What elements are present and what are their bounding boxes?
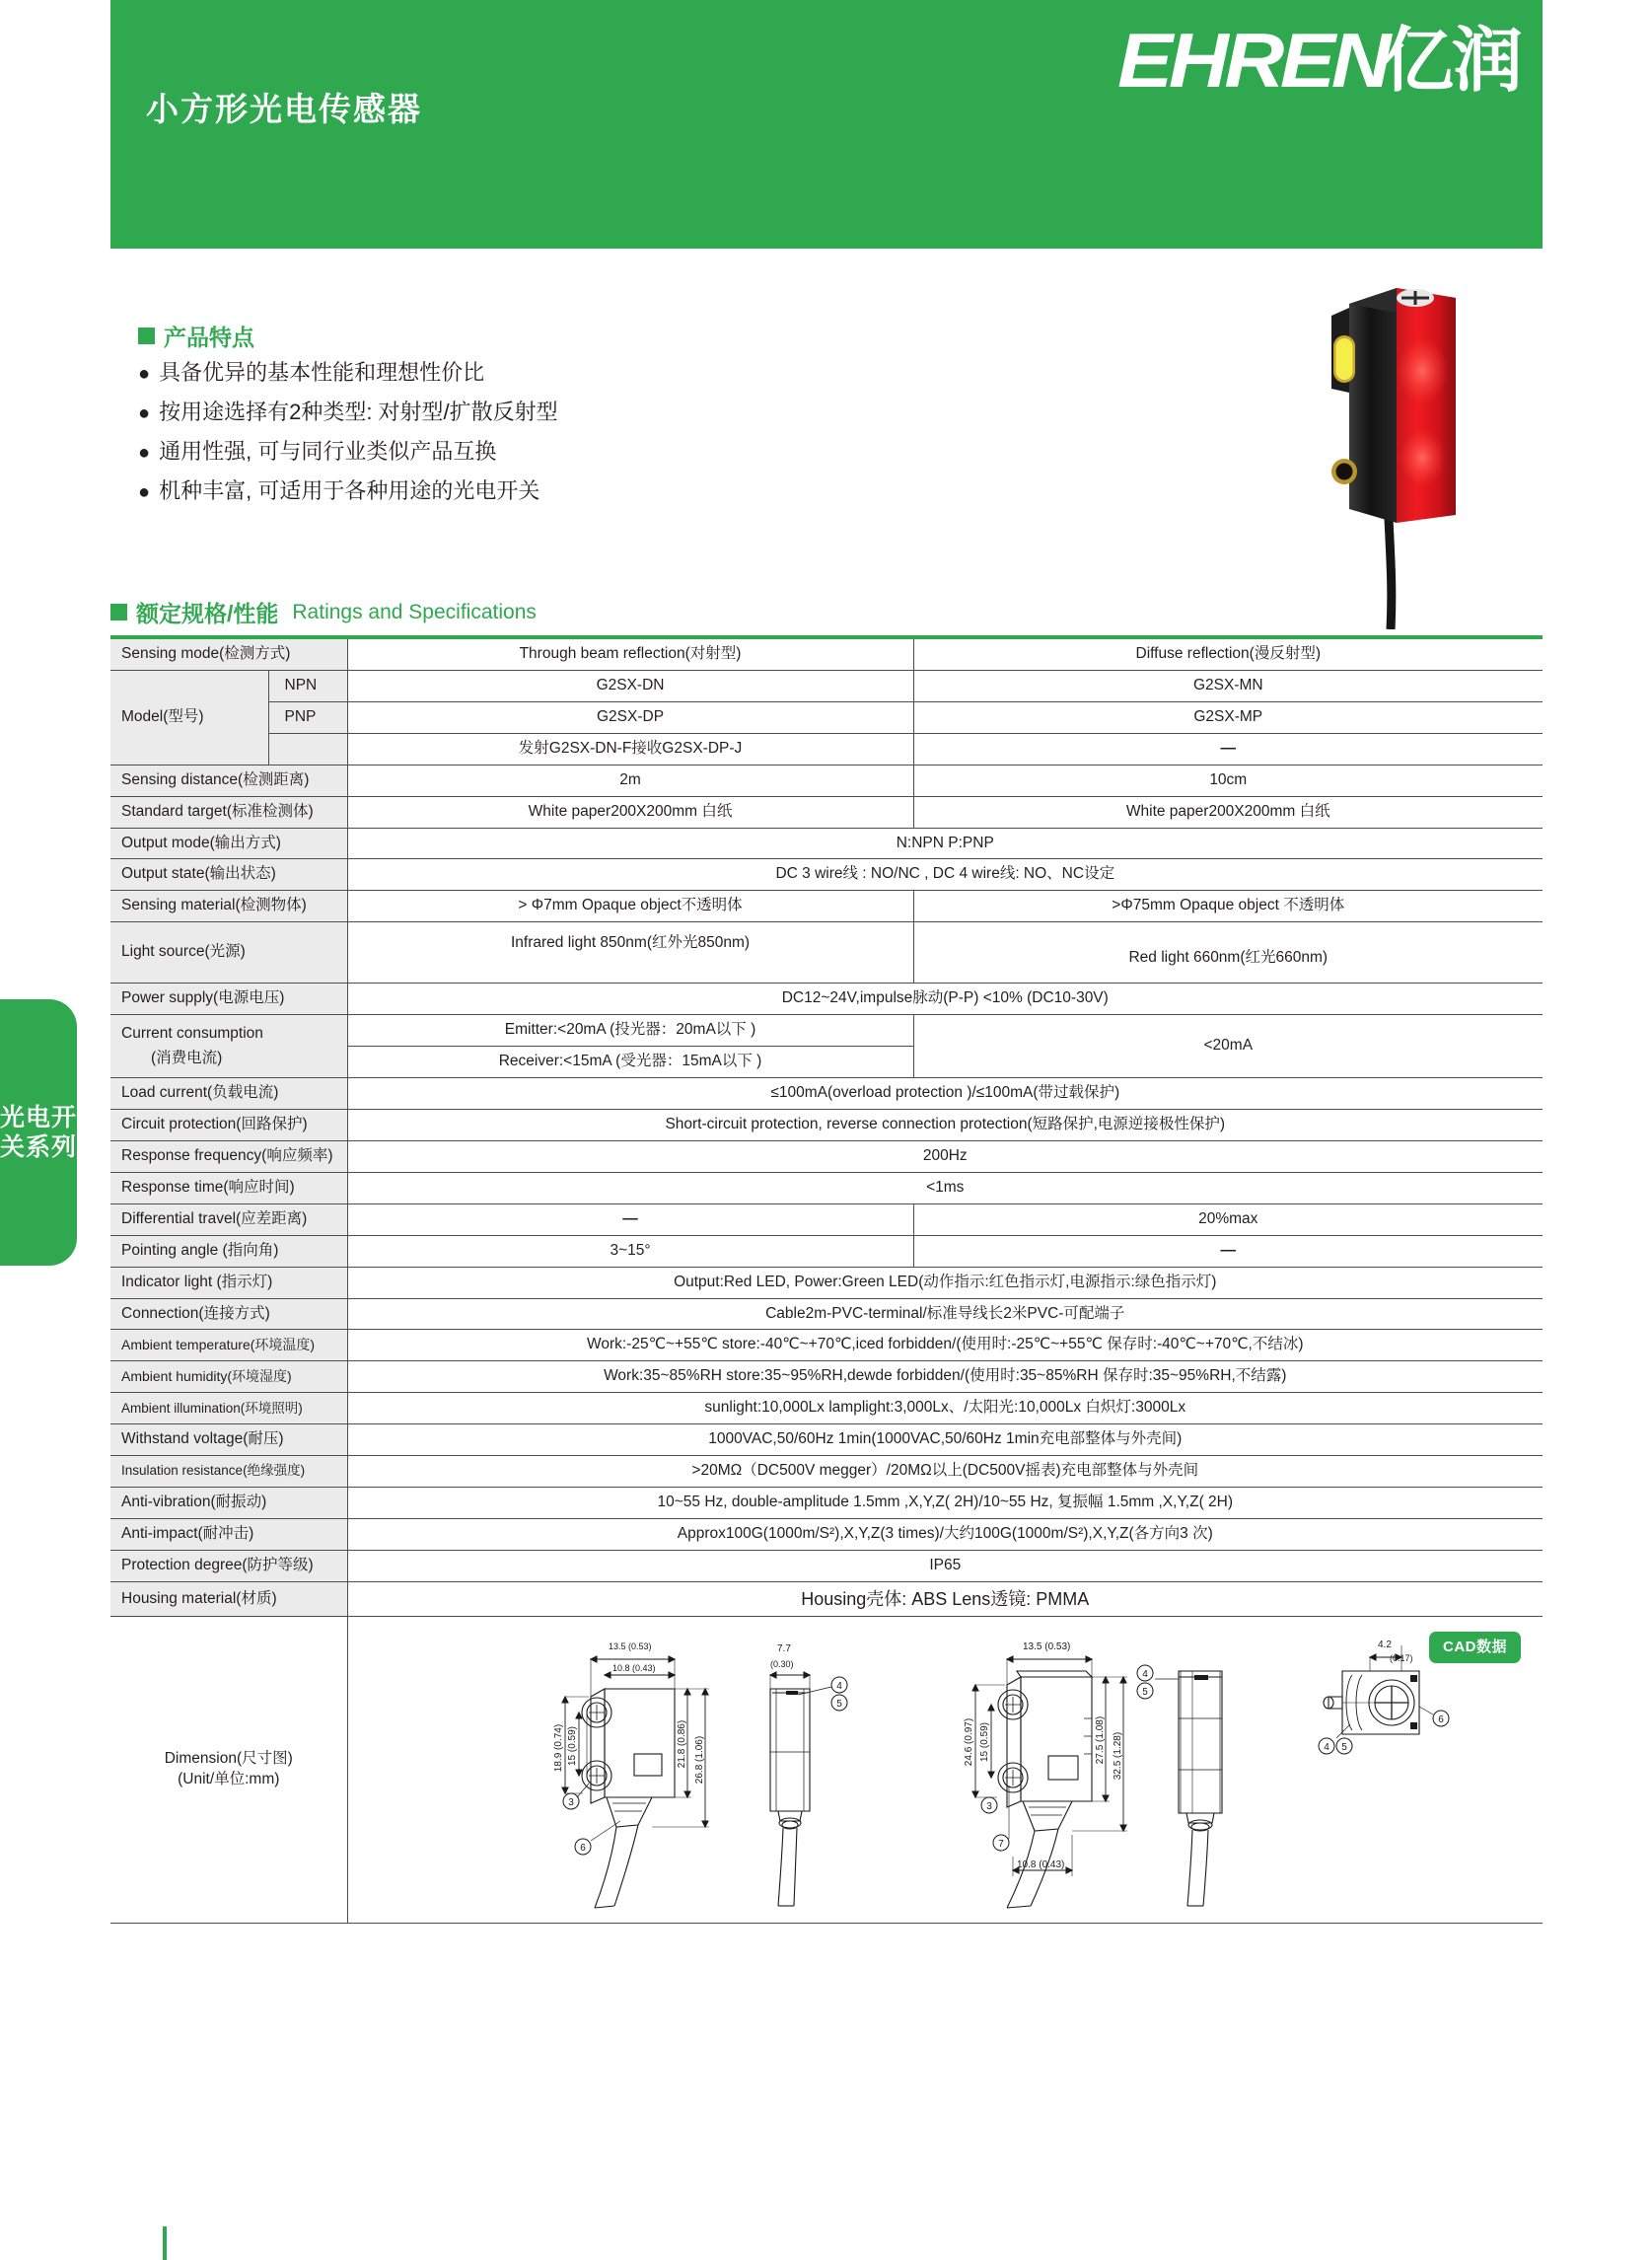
features-heading bbox=[138, 320, 254, 352]
table-row bbox=[110, 859, 1543, 891]
subrow-npn: NPN bbox=[268, 670, 347, 701]
sensing-distance-through: 2m bbox=[347, 765, 913, 796]
ambient-temperature-value: Work:-25℃~+55℃ store:-40℃~+70℃,iced forbidden/(使用时:-25℃~+55℃ 保存时:-40℃~+70℃,不结冰) bbox=[347, 1330, 1543, 1361]
table-row bbox=[110, 891, 1543, 922]
svg-text:4: 4 bbox=[835, 1681, 842, 1693]
table-row bbox=[110, 1424, 1543, 1456]
svg-text:4: 4 bbox=[1141, 1669, 1148, 1681]
ambient-illumination-value: sunlight:10,000Lx lamplight:3,000Lx、/太阳光:10,000Lx 白炽灯:3000Lx bbox=[347, 1393, 1543, 1424]
svg-text:32.5 (1.28): 32.5 (1.28) bbox=[1112, 1731, 1123, 1781]
table-row bbox=[110, 1172, 1543, 1203]
svg-text:27.5 (1.08): 27.5 (1.08) bbox=[1094, 1715, 1106, 1765]
page-header bbox=[110, 0, 1543, 249]
bullet-icon: ● bbox=[138, 402, 151, 424]
specs-heading bbox=[110, 596, 537, 628]
current-label-line2: (消费电流) bbox=[151, 1049, 223, 1066]
dimension-drawing-area bbox=[354, 1622, 1538, 1918]
protection-degree-value: IP65 bbox=[347, 1550, 1543, 1581]
feature-text: 机种丰富, 可适用于各种用途的光电开关 bbox=[159, 478, 540, 503]
anti-vibration-value: 10~55 Hz, double-amplitude 1.5mm ,X,Y,Z( 2H)/10~55 Hz, 复振幅 1.5mm ,X,Y,Z( 2H) bbox=[347, 1488, 1543, 1519]
model-pnp-through: G2SX-DP bbox=[347, 701, 913, 733]
list-item bbox=[138, 401, 888, 423]
load-current-value: ≤100mA(overload protection )/≤100mA(带过载保护) bbox=[347, 1078, 1543, 1110]
circuit-protection-value: Short-circuit protection, reverse connection protection(短路保护,电源逆接极性保护) bbox=[347, 1109, 1543, 1140]
row-label: Standard target(标准检测体) bbox=[110, 796, 347, 828]
row-label: Differential travel(应差距离) bbox=[110, 1203, 347, 1235]
pointing-angle-through: 3~15° bbox=[347, 1235, 913, 1267]
list-item bbox=[138, 480, 888, 502]
svg-text:24.6 (0.97): 24.6 (0.97) bbox=[963, 1717, 974, 1767]
pointing-angle-diffuse: — bbox=[913, 1235, 1543, 1267]
svg-text:18.9 (0.74): 18.9 (0.74) bbox=[552, 1723, 564, 1773]
svg-text:26.8 (1.06): 26.8 (1.06) bbox=[693, 1735, 705, 1785]
row-label: Power supply(电源电压) bbox=[110, 984, 347, 1015]
feature-text: 通用性强, 可与同行业类似产品互换 bbox=[159, 439, 497, 464]
row-label: Output state(输出状态) bbox=[110, 859, 347, 891]
features-list bbox=[138, 362, 888, 520]
row-label: Response time(响应时间) bbox=[110, 1172, 347, 1203]
bullet-icon: ● bbox=[138, 363, 151, 385]
light-source-diffuse: Red light 660nm(红光660nm) bbox=[913, 922, 1543, 984]
anti-impact-value: Approx100G(1000m/S²),X,Y,Z(3 times)/大约100G(1000m/S²),X,Y,Z(各方向3 次) bbox=[347, 1518, 1543, 1550]
table-row bbox=[110, 1078, 1543, 1110]
svg-text:3: 3 bbox=[985, 1801, 992, 1813]
row-label: Sensing mode(检测方式) bbox=[110, 639, 347, 670]
subrow-pnp: PNP bbox=[268, 701, 347, 733]
response-frequency-value: 200Hz bbox=[347, 1140, 1543, 1172]
table-row bbox=[110, 1109, 1543, 1140]
row-label-current bbox=[110, 1015, 347, 1078]
row-label: Sensing material(检测物体) bbox=[110, 891, 347, 922]
table-row bbox=[110, 670, 1543, 701]
svg-text:15 (0.59): 15 (0.59) bbox=[566, 1726, 578, 1767]
row-label: Connection(连接方式) bbox=[110, 1298, 347, 1330]
indicator-value: Output:Red LED, Power:Green LED(动作指示:红色指示灯,电源指示:绿色指示灯) bbox=[347, 1267, 1543, 1298]
table-row bbox=[110, 1330, 1543, 1361]
row-label: Protection degree(防护等级) bbox=[110, 1550, 347, 1581]
row-label: Output mode(输出方式) bbox=[110, 828, 347, 859]
table-row bbox=[110, 1298, 1543, 1330]
feature-text: 按用途选择有2种类型: 对射型/扩散反射型 bbox=[159, 400, 558, 424]
table-row bbox=[110, 1361, 1543, 1393]
svg-text:5: 5 bbox=[835, 1699, 842, 1711]
differential-through: — bbox=[347, 1203, 913, 1235]
table-row bbox=[110, 922, 1543, 984]
row-label: Anti-impact(耐冲击) bbox=[110, 1518, 347, 1550]
sensing-material-through: > Φ7mm Opaque object不透明体 bbox=[347, 891, 913, 922]
standard-target-diffuse: White paper200X200mm 白纸 bbox=[913, 796, 1543, 828]
feature-text: 具备优异的基本性能和理想性价比 bbox=[159, 360, 485, 385]
table-row-dimension bbox=[110, 1617, 1543, 1924]
footer-accent-bar bbox=[163, 2226, 167, 2260]
model-extra-through: 发射G2SX-DN-F接收G2SX-DP-J bbox=[347, 733, 913, 765]
row-label: Pointing angle (指向角) bbox=[110, 1235, 347, 1267]
svg-text:7: 7 bbox=[997, 1839, 1004, 1851]
table-row bbox=[110, 701, 1543, 733]
col-header-through-beam: Through beam reflection(对射型) bbox=[347, 639, 913, 670]
row-label: Ambient temperature(环境温度) bbox=[110, 1330, 347, 1361]
svg-text:10.8 (0.43): 10.8 (0.43) bbox=[611, 1663, 656, 1674]
dimension-label-line2: (Unit/单位:mm) bbox=[178, 1771, 280, 1788]
table-row bbox=[110, 1518, 1543, 1550]
row-label: Insulation resistance(绝缘强度) bbox=[110, 1456, 347, 1488]
specs-heading-label-cn: 额定规格/性能 bbox=[136, 601, 279, 626]
col-header-diffuse: Diffuse reflection(漫反射型) bbox=[913, 639, 1543, 670]
list-item bbox=[138, 362, 888, 384]
row-label: Ambient illumination(环境照明) bbox=[110, 1393, 347, 1424]
row-label: Indicator light (指示灯) bbox=[110, 1267, 347, 1298]
logo-text-en: EHREN bbox=[1116, 17, 1388, 104]
dimension-drawing-right bbox=[946, 1628, 1498, 1918]
power-supply-value: DC12~24V,impulse脉动(P-P) <10% (DC10-30V) bbox=[347, 984, 1543, 1015]
current-diffuse: <20mA bbox=[913, 1015, 1543, 1078]
table-row bbox=[110, 1393, 1543, 1424]
series-side-tab: 光电开关系列 bbox=[0, 999, 77, 1266]
table-row bbox=[110, 1488, 1543, 1519]
list-item bbox=[138, 441, 888, 463]
table-row bbox=[110, 1235, 1543, 1267]
specifications-table-wrapper bbox=[110, 635, 1543, 1924]
svg-text:13.5 (0.53): 13.5 (0.53) bbox=[608, 1641, 652, 1652]
row-label: Load current(负载电流) bbox=[110, 1078, 347, 1110]
output-mode-value: N:NPN P:PNP bbox=[347, 828, 1543, 859]
brand-logo bbox=[1116, 17, 1521, 104]
svg-text:4: 4 bbox=[1323, 1742, 1329, 1754]
table-row bbox=[110, 733, 1543, 765]
svg-text:(0.30): (0.30) bbox=[769, 1659, 794, 1670]
model-pnp-diffuse: G2SX-MP bbox=[913, 701, 1543, 733]
svg-text:21.8 (0.86): 21.8 (0.86) bbox=[676, 1719, 687, 1769]
table-row bbox=[110, 1456, 1543, 1488]
table-row bbox=[110, 796, 1543, 828]
subrow-blank bbox=[268, 733, 347, 765]
connection-value: Cable2m-PVC-terminal/标准导线长2米PVC-可配端子 bbox=[347, 1298, 1543, 1330]
square-bullet-icon bbox=[110, 604, 127, 620]
standard-target-through: White paper200X200mm 白纸 bbox=[347, 796, 913, 828]
svg-text:3: 3 bbox=[567, 1797, 574, 1809]
table-row bbox=[110, 1015, 1543, 1047]
dimension-label-line1: Dimension(尺寸图) bbox=[164, 1750, 293, 1768]
square-bullet-icon bbox=[138, 328, 155, 344]
row-label: Sensing distance(检测距离) bbox=[110, 765, 347, 796]
svg-text:13.5 (0.53): 13.5 (0.53) bbox=[1022, 1641, 1070, 1653]
table-row bbox=[110, 1267, 1543, 1298]
svg-text:7.7: 7.7 bbox=[776, 1643, 791, 1655]
table-row bbox=[110, 1203, 1543, 1235]
row-label: Light source(光源) bbox=[110, 922, 347, 984]
row-label: Response frequency(响应频率) bbox=[110, 1140, 347, 1172]
ambient-humidity-value: Work:35~85%RH store:35~95%RH,dewde forbidden/(使用时:35~85%RH 保存时:35~95%RH,不结露) bbox=[347, 1361, 1543, 1393]
bullet-icon: ● bbox=[138, 481, 151, 503]
model-npn-diffuse: G2SX-MN bbox=[913, 670, 1543, 701]
svg-text:6: 6 bbox=[579, 1843, 586, 1855]
sensing-distance-diffuse: 10cm bbox=[913, 765, 1543, 796]
current-receiver: Receiver:<15mA (受光器：15mA以下 ) bbox=[347, 1047, 913, 1078]
sensing-material-diffuse: >Φ75mm Opaque object 不透明体 bbox=[913, 891, 1543, 922]
svg-text:5: 5 bbox=[1340, 1742, 1347, 1754]
housing-material-value: Housing壳体: ABS Lens透镜: PMMA bbox=[347, 1581, 1543, 1616]
table-row bbox=[110, 1140, 1543, 1172]
model-extra-diffuse: — bbox=[913, 733, 1543, 765]
table-row bbox=[110, 984, 1543, 1015]
svg-text:4.2: 4.2 bbox=[1377, 1640, 1392, 1651]
row-label: Withstand voltage(耐压) bbox=[110, 1424, 347, 1456]
differential-diffuse: 20%max bbox=[913, 1203, 1543, 1235]
svg-text:10.8 (0.43): 10.8 (0.43) bbox=[1016, 1859, 1064, 1871]
current-emitter: Emitter:<20mA (投光器：20mA以下 ) bbox=[347, 1015, 913, 1047]
page-title: 小方形光电传感器 bbox=[146, 91, 422, 127]
svg-text:15 (0.59): 15 (0.59) bbox=[978, 1722, 990, 1763]
svg-text:5: 5 bbox=[1141, 1687, 1148, 1699]
row-label: Ambient humidity(环境湿度) bbox=[110, 1361, 347, 1393]
light-source-through: Infrared light 850nm(红外光850nm) bbox=[347, 922, 913, 984]
table-row bbox=[110, 765, 1543, 796]
row-label: Anti-vibration(耐振动) bbox=[110, 1488, 347, 1519]
current-label-line1: Current consumption bbox=[121, 1024, 263, 1042]
row-label: Housing material(材质) bbox=[110, 1581, 347, 1616]
dimension-drawing-cell bbox=[347, 1617, 1543, 1924]
table-row bbox=[110, 1581, 1543, 1616]
model-npn-through: G2SX-DN bbox=[347, 670, 913, 701]
svg-text:6: 6 bbox=[1437, 1714, 1444, 1726]
features-heading-label: 产品特点 bbox=[164, 325, 254, 350]
table-row bbox=[110, 828, 1543, 859]
table-row bbox=[110, 1550, 1543, 1581]
table-row bbox=[110, 639, 1543, 670]
output-state-value: DC 3 wire线 : NO/NC , DC 4 wire线: NO、NC设定 bbox=[347, 859, 1543, 891]
svg-text:(0.17): (0.17) bbox=[1389, 1653, 1413, 1664]
row-label-dimension bbox=[110, 1617, 347, 1924]
cad-data-button[interactable]: CAD数据 bbox=[1429, 1632, 1521, 1663]
row-label: Circuit protection(回路保护) bbox=[110, 1109, 347, 1140]
response-time-value: <1ms bbox=[347, 1172, 1543, 1203]
product-photo bbox=[1272, 274, 1568, 629]
specs-heading-label-en: Ratings and Specifications bbox=[292, 600, 537, 623]
bullet-icon: ● bbox=[138, 442, 151, 464]
dimension-drawing-left bbox=[522, 1628, 936, 1918]
withstand-voltage-value: 1000VAC,50/60Hz 1min(1000VAC,50/60Hz 1min充电部整体与外壳间) bbox=[347, 1424, 1543, 1456]
logo-text-cn: 亿润 bbox=[1382, 22, 1521, 102]
row-label-model: Model(型号) bbox=[110, 670, 268, 765]
insulation-resistance-value: >20MΩ（DC500V megger）/20MΩ以上(DC500V摇表)充电部整体与外壳间 bbox=[347, 1456, 1543, 1488]
specifications-table bbox=[110, 639, 1543, 1924]
